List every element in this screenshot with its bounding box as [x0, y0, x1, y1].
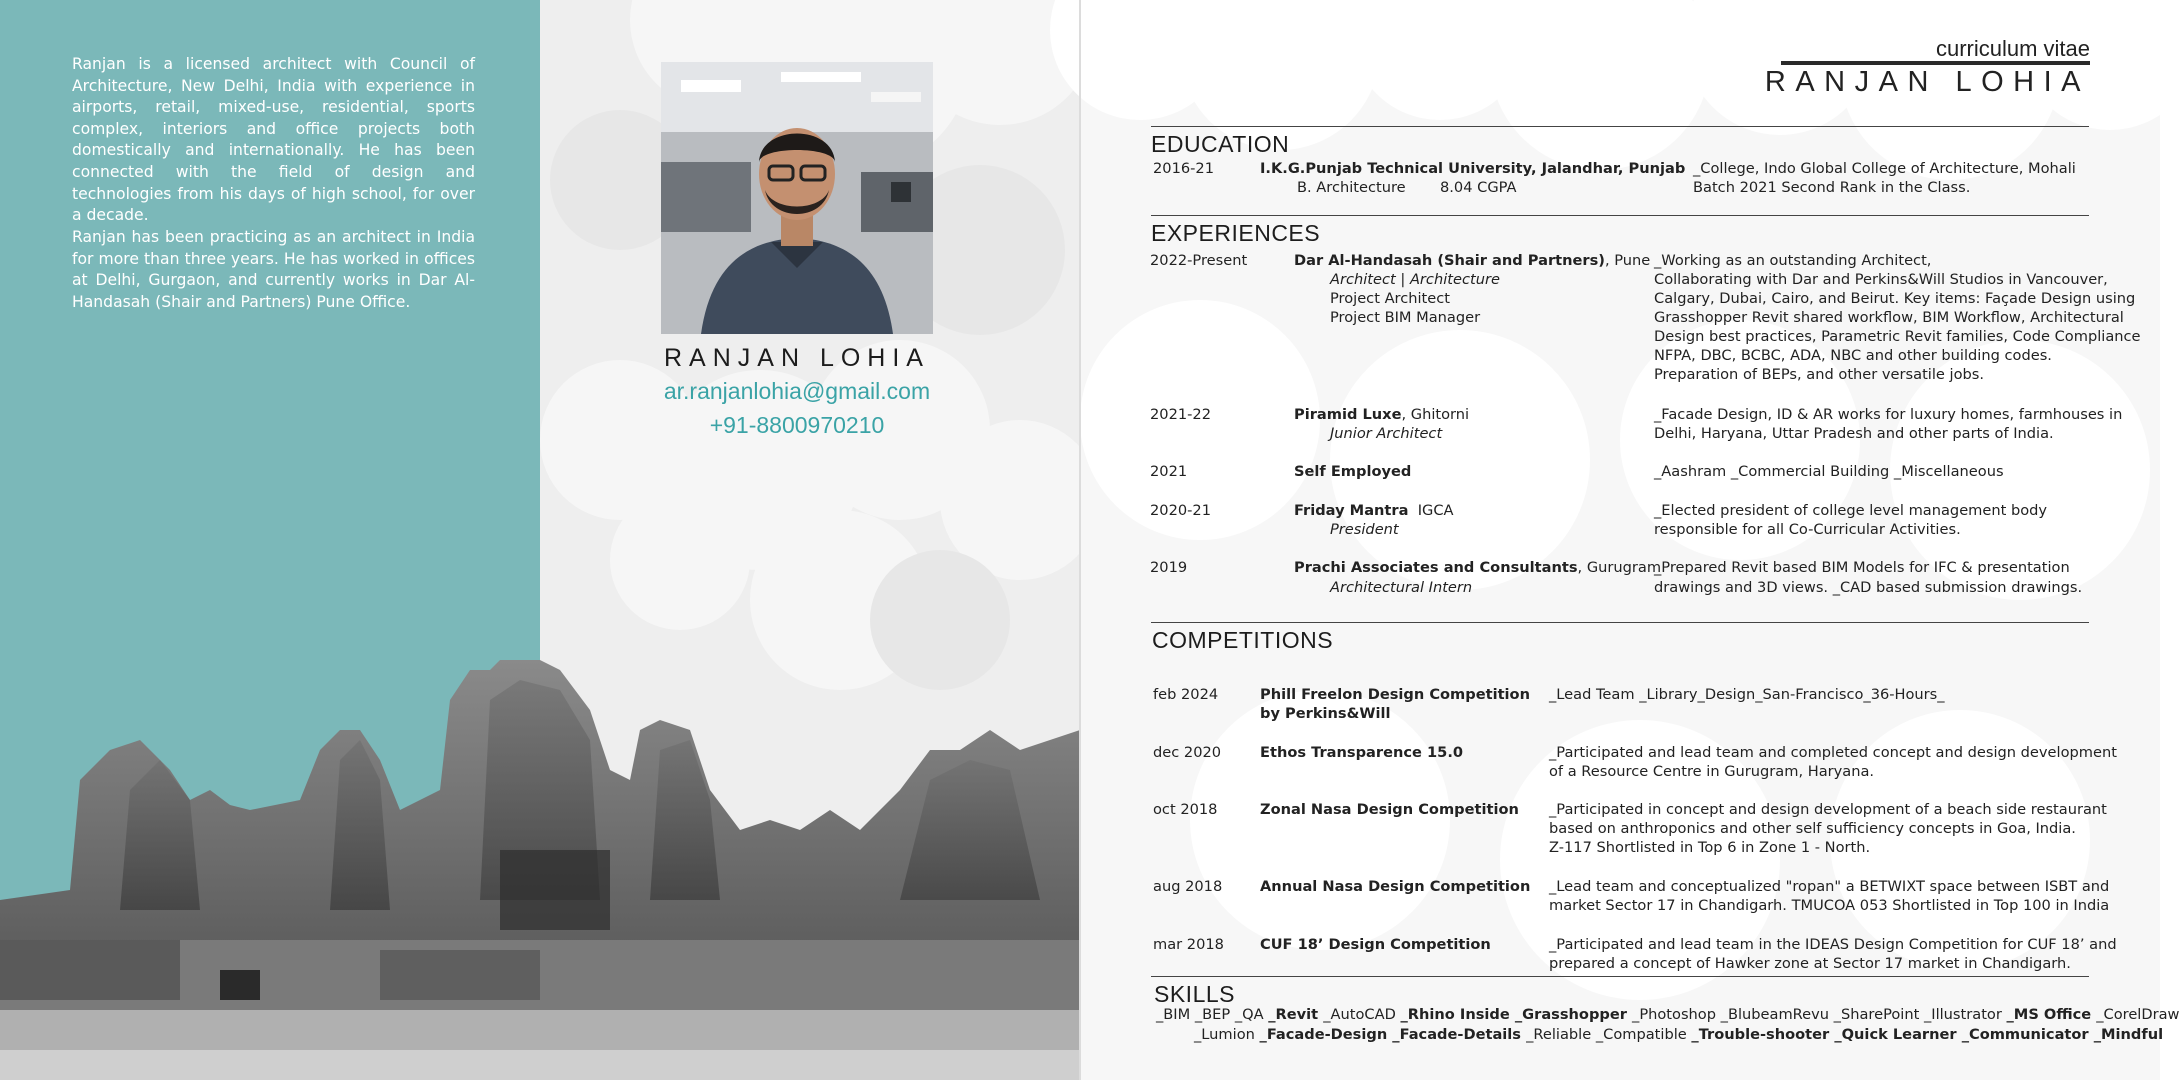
competition-name: Ethos Transparence 15.0	[1260, 744, 1464, 761]
bio-paragraph: Ranjan is a licensed architect with Council of Architecture, New Delhi, India with experience in airports, retail, mixed-use, residential, sports complex, interiors and office projects both domestically and internationally. He has been connected with the field of design and technologies from his days of high school, for over a decade.	[72, 55, 475, 225]
skill-item: _BlubeamRevu	[1720, 1006, 1834, 1023]
page-fold	[1079, 0, 1081, 1080]
competition-description: market Sector 17 in Chandigarh. TMUCOA 053 Shortlisted in Top 100 in India	[1549, 897, 2110, 914]
competition-date: oct 2018	[1153, 801, 1218, 818]
experience-location: IGCA	[1408, 502, 1454, 519]
skill-item: _Revit	[1268, 1006, 1324, 1023]
experience-role: President	[1330, 521, 1399, 538]
experience-description: Calgary, Dubai, Cairo, and Beirut. Key items: Façade Design using	[1654, 290, 2136, 307]
profile-name: RANJAN LOHIA	[664, 344, 930, 372]
experience-company-line	[1294, 558, 1661, 577]
education-note: Batch 2021 Second Rank in the Class.	[1693, 179, 1971, 196]
skill-item: _Trouble-shooter	[1691, 1026, 1835, 1043]
left-page	[0, 0, 1080, 1080]
experience-description: Grasshopper Revit shared workflow, BIM Workflow, Architectural	[1654, 309, 2124, 326]
cv-name: RANJAN LOHIA	[1764, 66, 2090, 98]
experience-company: Self Employed	[1294, 463, 1412, 480]
education-cgpa: 8.04 CGPA	[1440, 179, 1517, 196]
experience-location: , Gurugram	[1577, 559, 1662, 576]
experience-description: _Elected president of college level management body	[1654, 502, 2048, 519]
section-title-experiences: EXPERIENCES	[1151, 220, 1321, 246]
competition-description: _Lead Team _Library_Design_San-Francisco_36-Hours_	[1549, 686, 1945, 703]
skill-item: _AutoCAD	[1323, 1006, 1401, 1023]
skills-line	[1156, 1025, 2164, 1045]
skills-line	[1156, 1005, 2179, 1025]
skill-item: _Compatible	[1595, 1026, 1692, 1043]
experience-role: Architectural Intern	[1330, 579, 1473, 596]
skills-list	[1156, 1005, 2179, 1045]
header-bar	[1781, 61, 2090, 65]
experience-description: Delhi, Haryana, Uttar Pradesh and other parts of India.	[1654, 425, 2054, 442]
experience-description: _Prepared Revit based BIM Models for IFC & presentation	[1654, 559, 2070, 576]
experience-description: drawings and 3D views. _CAD based submission drawings.	[1654, 579, 2083, 596]
section-title-education: EDUCATION	[1151, 131, 1290, 157]
experience-description: Collaborating with Dar and Perkins&Will Studios in Vancouver,	[1654, 271, 2108, 288]
experience-role: Project Architect	[1330, 290, 1451, 307]
skill-item: _SharePoint	[1833, 1006, 1924, 1023]
cv-label: curriculum vitae	[1935, 36, 2090, 61]
skill-item: _Facade-Details	[1392, 1026, 1527, 1043]
section-title-competitions: COMPETITIONS	[1152, 627, 1334, 653]
skill-item: _Illustrator	[1923, 1006, 2007, 1023]
experience-location: , Ghitorni	[1401, 406, 1470, 423]
competition-name: Phill Freelon Design Competition	[1260, 686, 1530, 703]
experience-role: Project BIM Manager	[1330, 309, 1481, 326]
education-degree: B. Architecture	[1297, 179, 1406, 196]
skill-item: _Lumion	[1194, 1026, 1260, 1043]
experience-role: Architect | Architecture	[1330, 271, 1500, 288]
competition-date: dec 2020	[1153, 744, 1222, 761]
experience-description: _Working as an outstanding Architect,	[1654, 252, 1932, 269]
experience-company: Prachi Associates and Consultants	[1294, 559, 1578, 576]
experience-description: Design best practices, Parametric Revit families, Code Compliance	[1654, 328, 2141, 345]
skill-item: _BEP	[1194, 1006, 1235, 1023]
skill-item: _Quick Learner	[1834, 1026, 1962, 1043]
experience-company: Friday Mantra	[1294, 502, 1409, 519]
experience-description: NFPA, DBC, BCBC, ADA, NBC and other building codes.	[1654, 347, 2052, 364]
competition-name: Zonal Nasa Design Competition	[1260, 801, 1519, 818]
section-divider	[1151, 976, 2089, 977]
competition-name: CUF 18’ Design Competition	[1260, 936, 1491, 953]
skill-item: _Mindful	[2093, 1026, 2164, 1043]
experience-description: _Facade Design, ID & AR works for luxury homes, farmhouses in	[1654, 406, 2123, 423]
competition-name: Annual Nasa Design Competition	[1260, 878, 1531, 895]
section-divider	[1151, 622, 2089, 623]
experience-years: 2022-Present	[1150, 252, 1248, 269]
experience-company-line	[1294, 251, 1650, 270]
skill-item: _QA	[1234, 1006, 1269, 1023]
skill-item: _Reliable	[1526, 1026, 1596, 1043]
experience-years: 2021	[1150, 463, 1188, 480]
profile-phone[interactable]: +91-8800970210	[709, 412, 885, 438]
education-years: 2016-21	[1153, 160, 1214, 177]
competition-description: based on anthroponics and other self sufficiency concepts in Goa, India.	[1549, 820, 2076, 837]
skill-item: _Communicator	[1961, 1026, 2094, 1043]
experience-role: Junior Architect	[1330, 425, 1443, 442]
skill-item: _BIM	[1156, 1006, 1195, 1023]
experience-company: Dar Al-Handasah (Shair and Partners)	[1294, 252, 1605, 269]
competition-description: _Participated and lead team and completed concept and design development	[1549, 744, 2117, 761]
experience-description: _Aashram _Commercial Building _Miscellaneous	[1654, 463, 2004, 480]
section-divider	[1151, 215, 2089, 216]
experience-years: 2020-21	[1150, 502, 1211, 519]
competition-name: by Perkins&Will	[1260, 705, 1391, 722]
experience-location: , Pune	[1604, 252, 1651, 269]
competition-date: feb 2024	[1153, 686, 1219, 703]
education-institution: I.K.G.Punjab Technical University, Jalandhar, Punjab	[1260, 160, 1686, 177]
education-college: _College, Indo Global College of Architecture, Mohali	[1693, 160, 2076, 177]
temple-ruins-illustration	[0, 640, 1080, 1080]
skill-item: _Grasshopper	[1514, 1006, 1633, 1023]
experience-company: Piramid Luxe	[1294, 406, 1402, 423]
competition-description: prepared a concept of Hawker zone at Sector 17 market in Chandigarh.	[1549, 955, 2071, 972]
experience-description: Preparation of BEPs, and other versatile jobs.	[1654, 366, 1985, 383]
skill-item: _MS Office	[2006, 1006, 2097, 1023]
experience-description: responsible for all Co-Curricular Activities.	[1654, 521, 1961, 538]
competition-description: of a Resource Centre in Gurugram, Haryana.	[1549, 763, 1875, 780]
profile-email[interactable]: ar.ranjanlohia@gmail.com	[663, 378, 931, 404]
competition-description: Z-117 Shortlisted in Top 6 in Zone 1 - North.	[1549, 839, 1871, 856]
skill-item: _CorelDraw	[2096, 1006, 2179, 1023]
competition-description: _Participated and lead team in the IDEAS Design Competition for CUF 18’ and	[1549, 936, 2117, 953]
competition-date: aug 2018	[1153, 878, 1223, 895]
section-divider	[1151, 126, 2089, 127]
profile-photo	[661, 62, 933, 334]
skill-item: _Rhino Inside	[1400, 1006, 1515, 1023]
skill-item: _Facade-Design	[1259, 1026, 1393, 1043]
experience-years: 2021-22	[1150, 406, 1211, 423]
experience-years: 2019	[1150, 559, 1188, 576]
experience-company-line	[1294, 501, 1454, 520]
skill-item: _Photoshop	[1632, 1006, 1721, 1023]
competition-date: mar 2018	[1153, 936, 1224, 953]
competition-description: _Participated in concept and design development of a beach side restaurant	[1549, 801, 2107, 818]
competition-description: _Lead team and conceptualized "ropan" a BETWIXT space between ISBT and	[1549, 878, 2110, 895]
section-title-skills: SKILLS	[1154, 981, 1235, 1007]
bio-paragraph: Ranjan has been practicing as an architect in India for more than three years. He has worked in offices at Delhi, Gurgaon, and currently works in Dar Al-Handasah (Shair and Partners) Pune Office.	[72, 228, 475, 311]
experience-company-line	[1294, 405, 1469, 424]
